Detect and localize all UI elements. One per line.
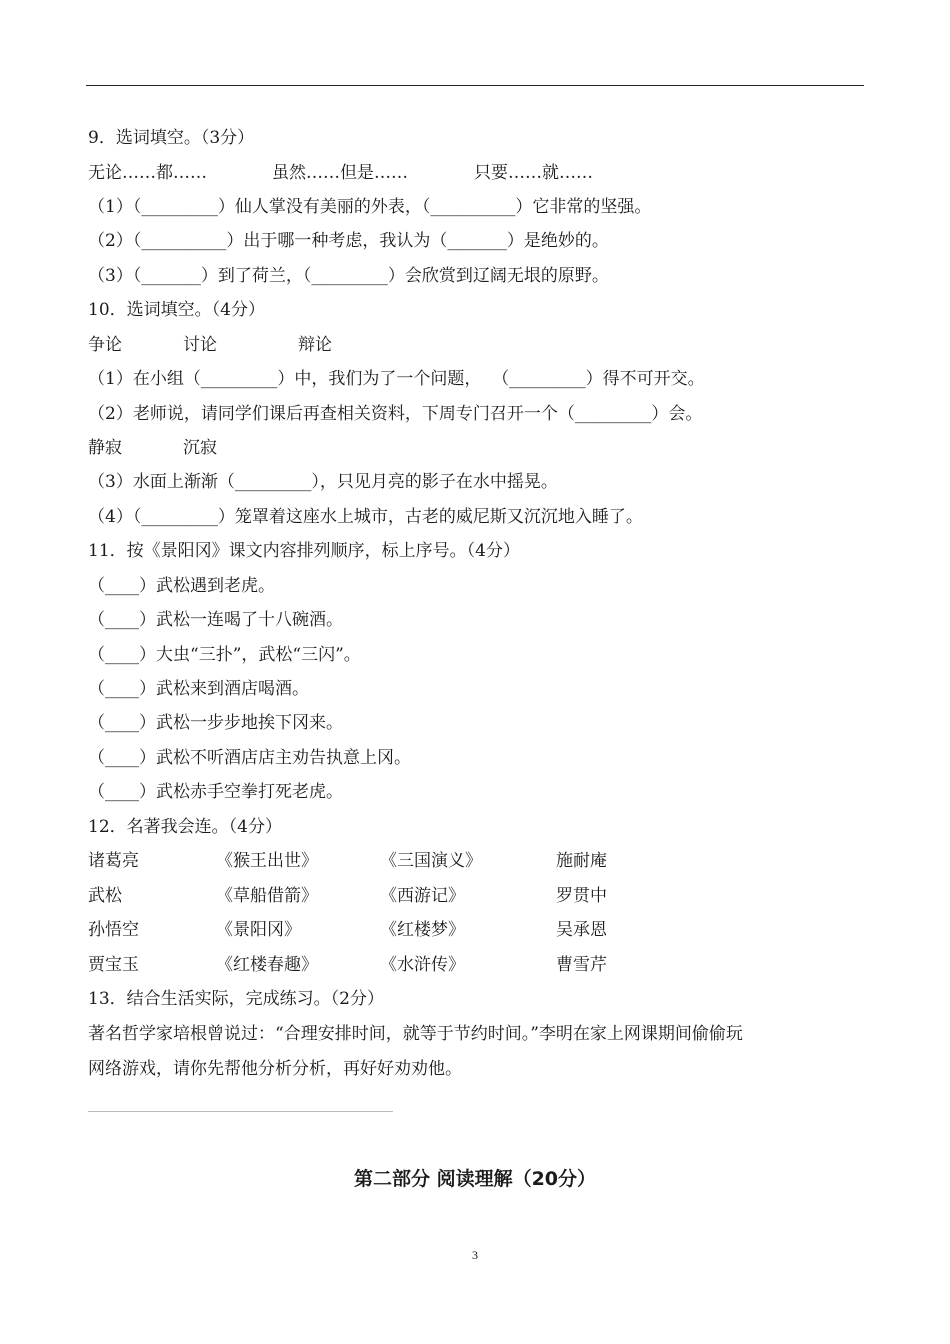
q12-author: 吴承恩 <box>556 920 607 940</box>
q10-word-4: 静寂 <box>88 438 122 458</box>
q11-item-2: （____）武松一连喝了十八碗酒。 <box>88 610 343 630</box>
q12-character: 贾宝玉 <box>88 955 139 975</box>
q11-item-3: （____）大虫“三扑”，武松“三闪”。 <box>88 645 361 665</box>
q13-text-line-1: 著名哲学家培根曾说过：“合理安排时间，就等于节约时间。”李明在家上网课期间偷偷玩 <box>88 1024 743 1044</box>
q10-item-2: （2）老师说，请同学们课后再查相关资料，下周专门召开一个（_________）会。 <box>88 404 703 424</box>
q11-item-4: （____）武松来到酒店喝酒。 <box>88 679 309 699</box>
section-2-title: 第二部分 阅读理解（20分） <box>353 1168 597 1190</box>
q13-title: 13．结合生活实际，完成练习。（2分） <box>88 989 384 1009</box>
q13-answer-line[interactable] <box>88 1111 393 1112</box>
q9-item-1: （1）（_________）仙人掌没有美丽的外表，（__________）它非常的坚强。 <box>88 197 652 217</box>
q9-option-3: 只要……就…… <box>474 163 593 183</box>
q10-title: 10．选词填空。（4分） <box>88 300 265 320</box>
q9-item-2: （2）（__________）出于哪一种考虑，我认为（_______）是绝妙的。 <box>88 231 609 251</box>
q11-item-5: （____）武松一步步地挨下冈来。 <box>88 713 343 733</box>
q12-novel: 《三国演义》 <box>380 851 482 871</box>
q12-chapter: 《红楼春趣》 <box>216 955 318 975</box>
q9-title: 9．选词填空。（3分） <box>88 128 255 148</box>
q10-word-1: 争论 <box>88 335 122 355</box>
q12-character: 诸葛亮 <box>88 851 139 871</box>
q12-character: 孙悟空 <box>88 920 139 940</box>
q12-title: 12．名著我会连。（4分） <box>88 817 282 837</box>
q9-item-3: （3）（_______）到了荷兰，（_________）会欣赏到辽阔无垠的原野。 <box>88 266 609 286</box>
q10-item-3: （3）水面上渐渐（_________），只见月亮的影子在水中摇晃。 <box>88 472 558 492</box>
q10-word-5: 沉寂 <box>183 438 217 458</box>
q13-text-line-2: 网络游戏，请你先帮他分析分析，再好好劝劝他。 <box>88 1059 462 1079</box>
q10-word-2: 讨论 <box>183 335 217 355</box>
q10-word-3: 辩论 <box>298 335 332 355</box>
header-rule <box>86 85 864 86</box>
q12-author: 罗贯中 <box>556 886 607 906</box>
q11-item-7: （____）武松赤手空拳打死老虎。 <box>88 782 343 802</box>
q12-chapter: 《草船借箭》 <box>216 886 318 906</box>
q12-author: 施耐庵 <box>556 851 607 871</box>
q12-chapter: 《猴王出世》 <box>216 851 318 871</box>
q11-title: 11．按《景阳冈》课文内容排列顺序，标上序号。（4分） <box>88 541 520 561</box>
q12-novel: 《水浒传》 <box>380 955 465 975</box>
q12-character: 武松 <box>88 886 122 906</box>
q10-item-4: （4）（_________）笼罩着这座水上城市，古老的威尼斯又沉沉地入睡了。 <box>88 507 643 527</box>
q9-option-2: 虽然……但是…… <box>272 163 408 183</box>
page-number: 3 <box>472 1248 478 1262</box>
q11-item-6: （____）武松不听酒店店主劝告执意上冈。 <box>88 748 411 768</box>
q12-novel: 《西游记》 <box>380 886 465 906</box>
q12-author: 曹雪芹 <box>556 955 607 975</box>
q12-chapter: 《景阳冈》 <box>216 920 301 940</box>
q11-item-1: （____）武松遇到老虎。 <box>88 576 275 596</box>
q12-novel: 《红楼梦》 <box>380 920 465 940</box>
q10-item-1: （1）在小组（_________）中，我们为了一个问题， （_________）得不可开交。 <box>88 369 705 389</box>
q9-option-1: 无论……都…… <box>88 163 207 183</box>
